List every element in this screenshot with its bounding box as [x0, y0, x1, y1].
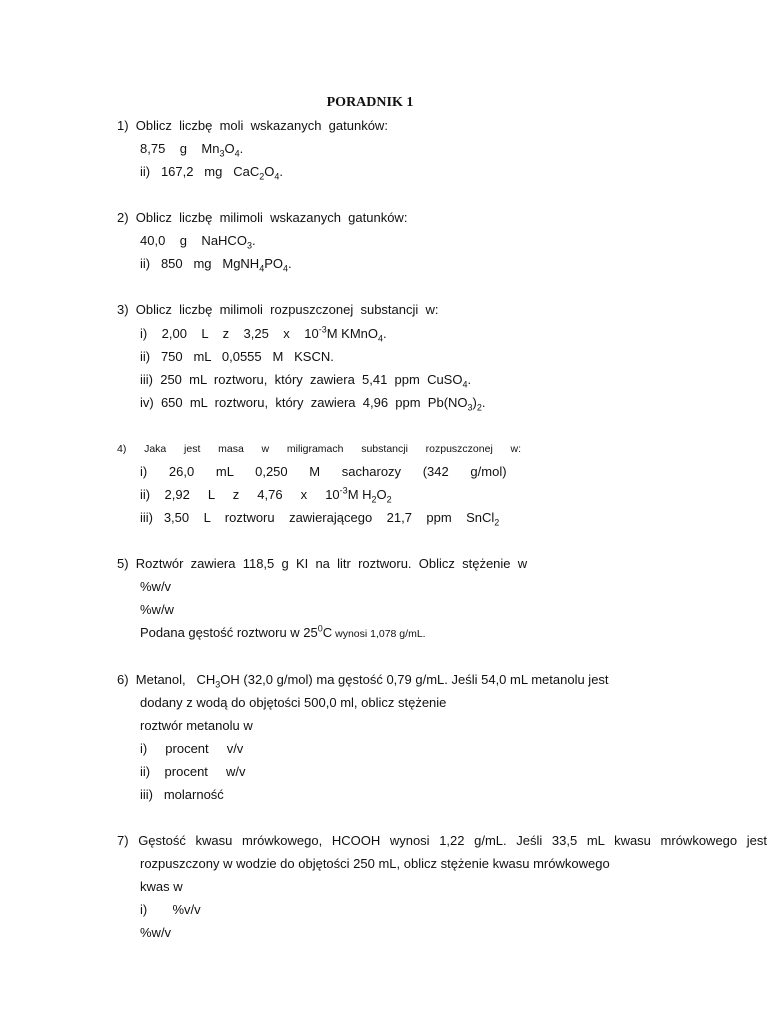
question-1-item-a: 8,75 g $Mn_3O_4$. — [140, 141, 244, 159]
question-6-item-c: iii) molarność — [140, 787, 224, 802]
question-7-heading: 7) Gęstość kwasu mrówkowego, HCOOH wynosi 1,22 g/mL. Jeśli 33,5 mL kwasu mrówkowego jest — [117, 833, 767, 848]
question-7-line-2: rozpuszczony w wodzie do objętości 250 mL, oblicz stężenie kwasu mrówkowego — [140, 856, 610, 871]
question-1-heading: 1) Oblicz liczbę moli wskazanych gatunków: — [117, 118, 388, 133]
question-5-item-b: %w/w — [140, 602, 174, 617]
question-7-line-3: kwas w — [140, 879, 183, 894]
question-7-item-a: i) %v/v — [140, 902, 201, 917]
question-4-heading: 4) Jaka jest masa w miligramach substancji rozpuszczonej w: — [117, 443, 522, 455]
question-3-heading: 3) Oblicz liczbę milimoli rozpuszczonej substancji w: — [117, 302, 439, 317]
question-5-item-a: %w/v — [140, 579, 172, 594]
question-1-item-b: ii) 167,2 mg $CaC_2O_4$. — [140, 164, 283, 182]
question-4-item-b: ii) 2,92 L z 4,76 x $10^{-3}M$ $H_2O_2$ — [140, 485, 392, 505]
question-2-item-b: ii) 850 mg $MgNH_4PO_4$. — [140, 256, 292, 274]
question-6-item-b: ii) procent w/v — [140, 764, 246, 779]
question-3-item-d: iv) 650 mL roztworu, który zawiera 4,96 ppm $Pb(NO_3)_2$. — [140, 395, 486, 413]
question-3-item-a: i) 2,00 L z 3,25 x $10^{-3}M$ KMnO$_4$. — [140, 324, 387, 344]
question-6-heading: 6) Metanol, $CH_3OH$ (32,0 g/mol) ma gęstość 0,79 g/mL. Jeśli 54,0 mL metanolu jest — [117, 672, 609, 690]
question-4-item-c: iii) 3,50 L roztworu zawierającego 21,7 ppm SnCl$_2$ — [140, 510, 500, 528]
question-2-item-a: 40,0 g NaHCO$_3$. — [140, 233, 256, 251]
question-6-line-3: roztwór metanolu w — [140, 718, 253, 733]
question-5-density-note: Podana gęstość roztworu w $25^0C$ wynosi 1,078 g/mL. — [140, 623, 426, 640]
question-4-item-a: i) 26,0 mL 0,250 M sacharozy (342 g/mol) — [140, 464, 507, 479]
question-6-line-2: dodany z wodą do objętości 500,0 ml, oblicz stężenie — [140, 695, 447, 710]
question-2-heading: 2) Oblicz liczbę milimoli wskazanych gatunków: — [117, 210, 408, 225]
question-7-item-b: %w/v — [140, 925, 172, 940]
question-3-item-b: ii) 750 mL 0,0555 M KSCN. — [140, 349, 334, 364]
page-title: PORADNIK 1 — [326, 95, 414, 110]
question-5-heading: 5) Roztwór zawiera 118,5 g KI na litr roztworu. Oblicz stężenie w — [117, 556, 528, 571]
question-3-item-c: iii) 250 mL roztworu, który zawiera 5,41 ppm CuSO$_4$. — [140, 372, 472, 390]
question-6-item-a: i) procent v/v — [140, 741, 244, 756]
